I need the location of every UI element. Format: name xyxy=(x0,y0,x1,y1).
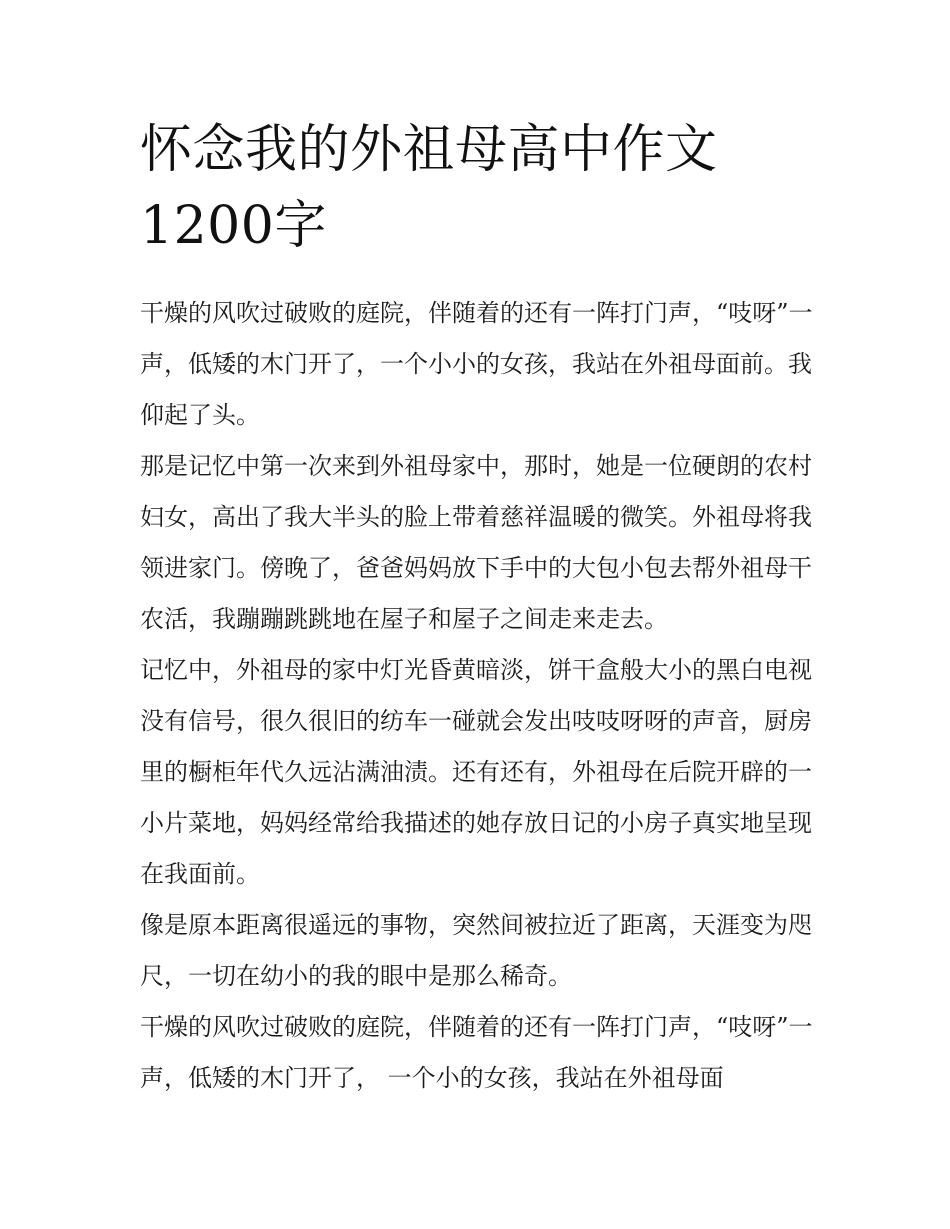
paragraph-4: 像是原本距离很遥远的事物，突然间被拉近了距离，天涯变为咫尺，一切在幼小的我的眼中是那么稀奇。 xyxy=(140,911,812,990)
paragraph-2: 那是记忆中第一次来到外祖母家中，那时，她是一位硬朗的农村妇女，高出了我大半头的脸上带着慈祥温暖的微笑。外祖母将我领进家门。傍晚了，爸爸妈妈放下手中的大包小包去帮外祖母干农活，我蹦蹦跳跳地在屋子和屋子之间走来走去。 xyxy=(140,452,812,633)
paragraph-3: 记忆中，外祖母的家中灯光昏黄暗淡，饼干盒般大小的黑白电视没有信号，很久很旧的纺车一碰就会发出吱吱呀呀的声音，厨房里的橱柜年代久远沾满油渍。还有还有，外祖母在后院开辟的一小片菜地，妈妈经常给我描述的她存放日记的小房子真实地呈现在我面前。 xyxy=(140,656,812,888)
paragraph-5: 干燥的风吹过破败的庭院，伴随着的还有一阵打门声，“吱呀”一声，低矮的木门开了， 一个小的女孩，我站在外祖母面 xyxy=(140,1013,813,1092)
document-title: 怀念我的外祖母高中作文1200字 xyxy=(140,120,718,256)
document-body xyxy=(140,112,815,1104)
paragraph-1: 干燥的风吹过破败的庭院，伴随着的还有一阵打门声，“吱呀”一声，低矮的木门开了，一个小小的女孩，我站在外祖母面前。我仰起了头。 xyxy=(140,299,813,429)
